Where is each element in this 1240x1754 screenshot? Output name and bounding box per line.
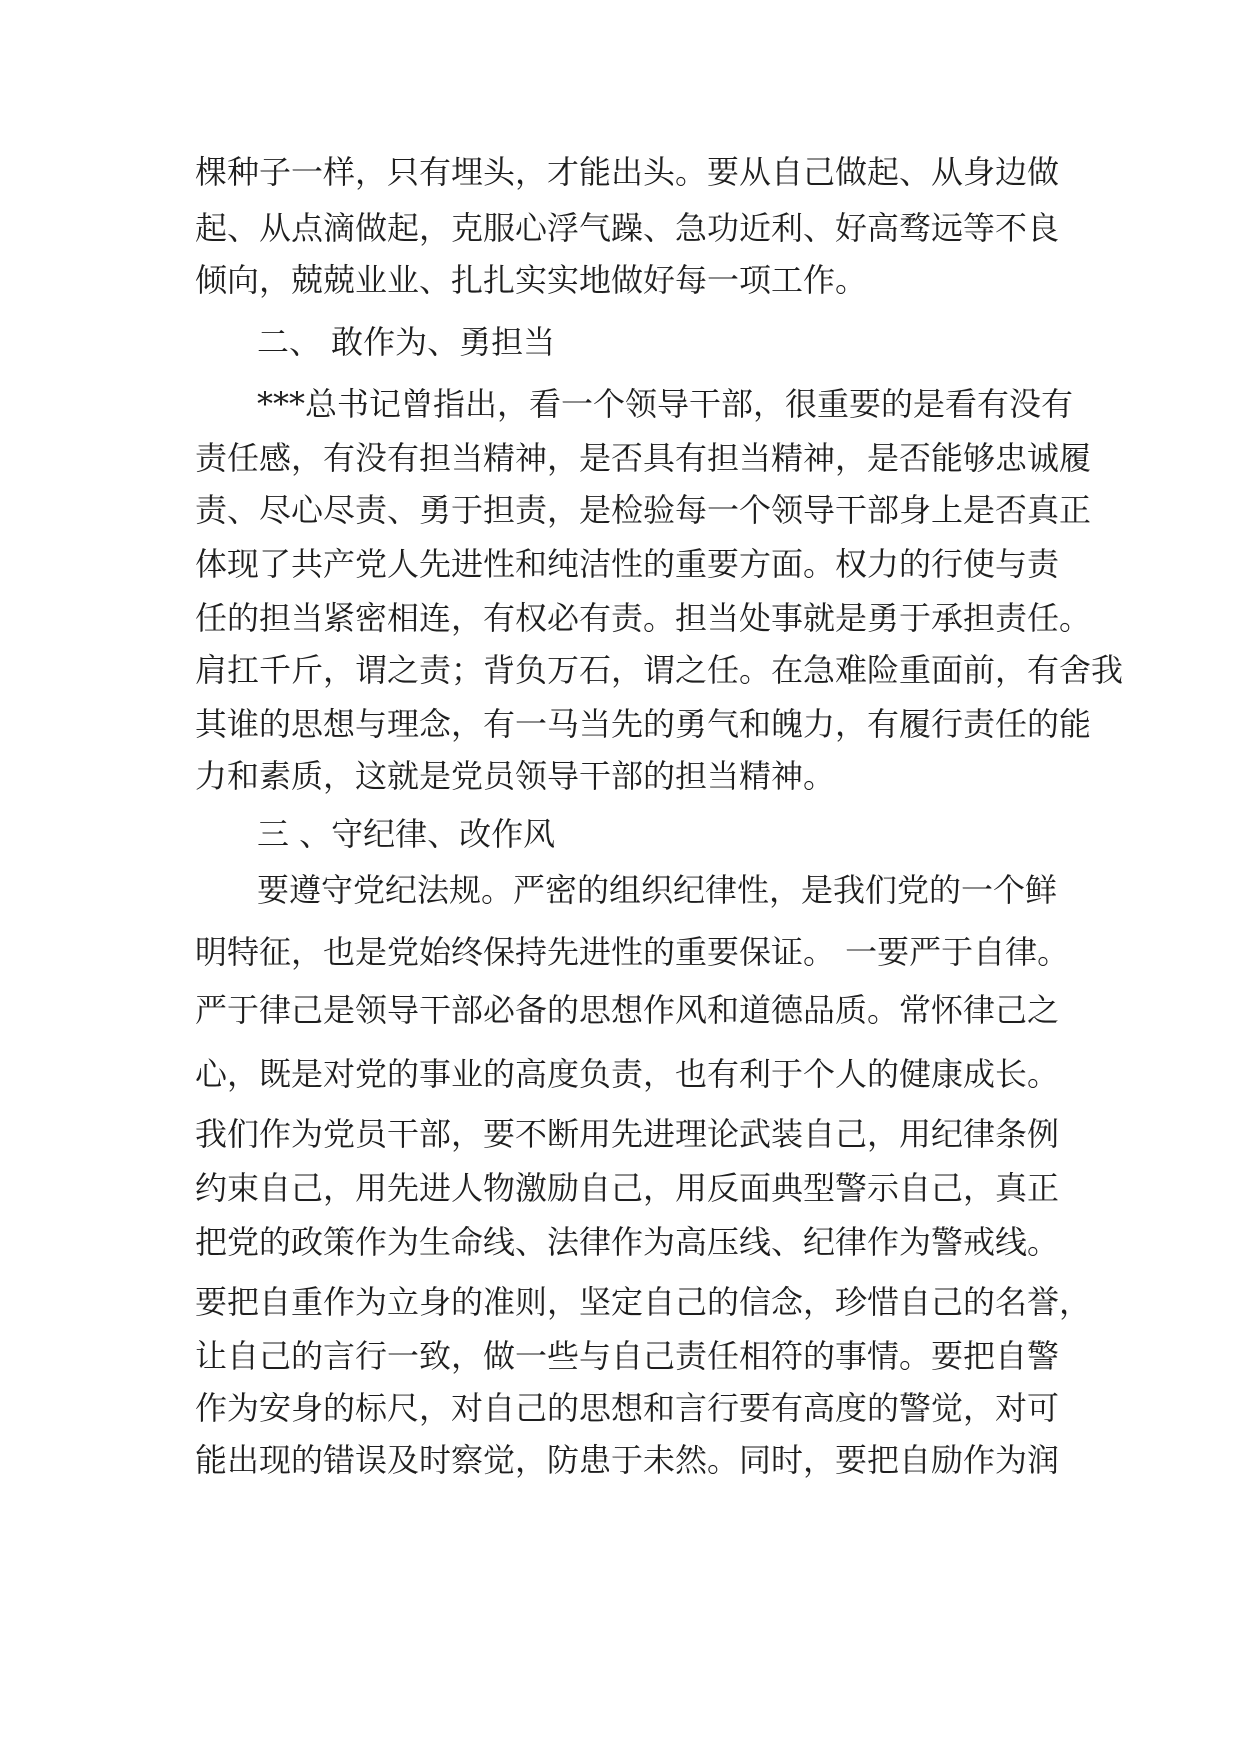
paragraph-line: 约束自己，用先进人物激励自己，用反面典型警示自己，真正 xyxy=(195,1169,1060,1207)
paragraph-line: 把党的政策作为生命线、法律作为高压线、纪律作为警戒线。 xyxy=(195,1223,1060,1261)
section-heading: 三 、守纪律、改作风 xyxy=(257,815,556,853)
paragraph-line: 让自己的言行一致，做一些与自己责任相符的事情。要把自警 xyxy=(195,1337,1060,1375)
paragraph-line: 棵种子一样，只有埋头，才能出头。要从自己做起、从身边做 xyxy=(195,153,1060,191)
paragraph-line: ***总书记曾指出，看一个领导干部，很重要的是看有没有 xyxy=(257,385,1074,423)
paragraph-line: 力和素质，这就是党员领导干部的担当精神。 xyxy=(195,757,836,795)
paragraph-line: 严于律己是领导干部必备的思想作风和道德品质。常怀律己之 xyxy=(195,991,1060,1029)
paragraph-line: 责任感，有没有担当精神，是否具有担当精神，是否能够忠诚履 xyxy=(195,439,1092,477)
paragraph-line: 倾向，兢兢业业、扎扎实实地做好每一项工作。 xyxy=(195,261,868,299)
paragraph-line: 要把自重作为立身的准则，坚定自己的信念，珍惜自己的名誉， xyxy=(195,1283,1092,1321)
paragraph-line: 作为安身的标尺，对自己的思想和言行要有高度的警觉，对可 xyxy=(195,1389,1060,1427)
section-heading: 二、 敢作为、勇担当 xyxy=(257,323,556,361)
paragraph-line: 肩扛千斤，谓之责；背负万石，谓之任。在急难险重面前，有舍我 xyxy=(195,651,1124,689)
paragraph-line: 责、尽心尽责、勇于担责，是检验每一个领导干部身上是否真正 xyxy=(195,491,1092,529)
paragraph-line: 任的担当紧密相连，有权必有责。担当处事就是勇于承担责任。 xyxy=(195,599,1092,637)
paragraph-line: 明特征，也是党始终保持先进性的重要保证。 一要严于自律。 xyxy=(195,933,1070,971)
paragraph-line: 要遵守党纪法规。严密的组织纪律性，是我们党的一个鲜 xyxy=(257,871,1058,909)
paragraph-line: 起、从点滴做起，克服心浮气躁、急功近利、好高骛远等不良 xyxy=(195,209,1060,247)
paragraph-line: 能出现的错误及时察觉，防患于未然。同时，要把自励作为润 xyxy=(195,1441,1060,1479)
paragraph-line: 心，既是对党的事业的高度负责，也有利于个人的健康成长。 xyxy=(195,1055,1060,1093)
paragraph-line: 体现了共产党人先进性和纯洁性的重要方面。权力的行使与责 xyxy=(195,545,1060,583)
paragraph-line: 其谁的思想与理念，有一马当先的勇气和魄力，有履行责任的能 xyxy=(195,705,1092,743)
paragraph-line: 我们作为党员干部，要不断用先进理论武装自己，用纪律条例 xyxy=(195,1115,1060,1153)
